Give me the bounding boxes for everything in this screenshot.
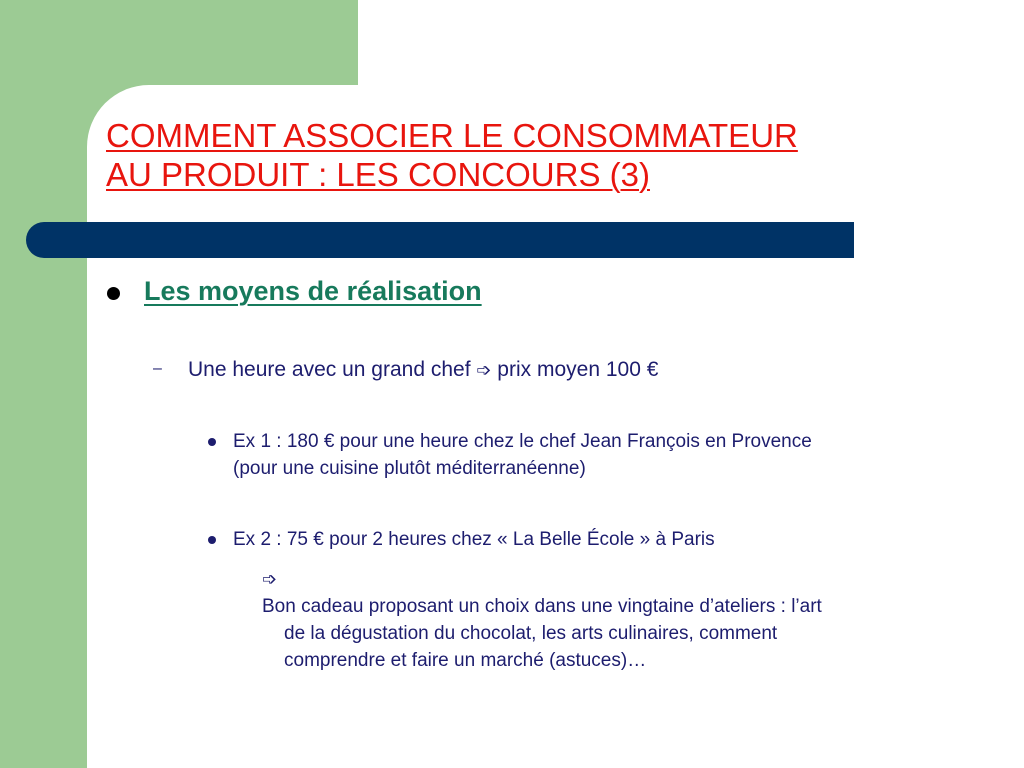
- note-line: comprendre et faire un marché (astuces)…: [284, 650, 647, 671]
- sub-bullet-text-start: Une heure avec un grand chef: [188, 358, 471, 381]
- arrow-right-icon: ➩: [476, 360, 492, 381]
- slide-title: [106, 116, 986, 194]
- note-first-line: Bon cadeau proposant un choix dans une vingtaine d’ateliers : l’art: [262, 596, 822, 617]
- arrow-right-icon: ➩: [262, 569, 278, 590]
- bullet-dot-icon: [208, 536, 216, 544]
- bullet-dot-icon: [107, 287, 120, 300]
- example-note: [262, 566, 822, 674]
- dash-icon: –: [153, 360, 162, 377]
- example-text: [233, 428, 812, 482]
- example-text: [233, 526, 715, 553]
- heading-text: Les moyens de réalisation: [144, 276, 482, 306]
- sub-bullet-text: [188, 358, 658, 382]
- example-line: Ex 1 : 180 € pour une heure chez le chef Jean François en Provence: [233, 431, 812, 452]
- slide-title-line: COMMENT ASSOCIER LE CONSOMMATEUR: [106, 117, 798, 154]
- note-line: de la dégustation du chocolat, les arts culinaires, comment: [284, 623, 778, 644]
- title-divider-bar: [26, 222, 854, 258]
- sub-bullet-text-end: prix moyen 100 €: [491, 358, 659, 381]
- bullet-dot-icon: [208, 438, 216, 446]
- example-line: (pour une cuisine plutôt méditerranéenne): [233, 458, 586, 479]
- example-line: Ex 2 : 75 € pour 2 heures chez « La Belle École » à Paris: [233, 529, 715, 550]
- note-line: [262, 566, 822, 620]
- slide-title-line: AU PRODUIT : LES CONCOURS (3): [106, 156, 650, 193]
